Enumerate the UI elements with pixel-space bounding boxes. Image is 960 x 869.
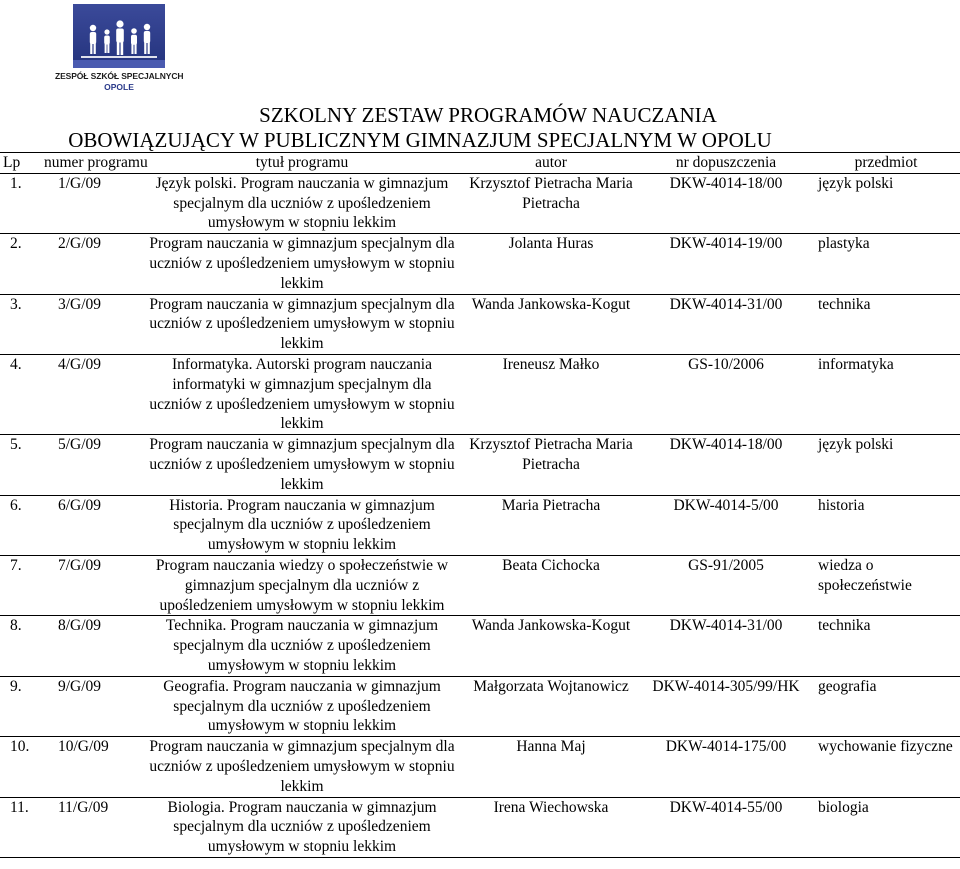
- table-row: [0, 173, 960, 233]
- table-row: [0, 676, 960, 736]
- table-row: [0, 294, 960, 354]
- school-logo: [55, 2, 183, 94]
- row-tytul: Biologia. Program nauczania w gimnazjum specjalnym dla uczniów z upośledzeniem umysłowym w stopniu lekkim: [167, 798, 437, 856]
- table-row: [0, 495, 960, 555]
- row-przedmiot: technika: [818, 295, 871, 313]
- header-przedmiot: przedmiot: [812, 153, 960, 174]
- row-lp: 1.: [10, 174, 22, 192]
- header-autor: autor: [462, 153, 640, 174]
- row-autor: Krzysztof Pietracha Maria Pietracha: [469, 436, 633, 473]
- row-dopuszczenie: GS-91/2005: [688, 556, 764, 574]
- programs-table: [0, 152, 960, 858]
- logo-school-name: ZESPÓŁ SZKÓŁ SPECJALNYCH: [55, 71, 184, 81]
- table-row: [0, 354, 960, 434]
- family-logo-icon: [73, 4, 165, 68]
- row-tytul: Program nauczania wiedzy o społeczeństwie w gimnazjum specjalnym dla uczniów z upośledzeniem umysłowym w stopniu lekkim: [155, 556, 449, 614]
- row-tytul: Język polski. Program nauczania w gimnazjum specjalnym dla uczniów z upośledzeniem umysłowym w stopniu lekkim: [155, 174, 449, 232]
- row-autor: Wanda Jankowska-Kogut: [471, 617, 631, 635]
- header-dopuszczenie: nr dopuszczenia: [640, 153, 812, 174]
- row-przedmiot: biologia: [818, 798, 869, 816]
- table-row: [0, 234, 960, 294]
- row-przedmiot: plastyka: [818, 235, 870, 253]
- row-lp: 7.: [10, 556, 22, 574]
- table-body: [0, 173, 960, 857]
- row-autor: Ireneusz Małko: [502, 355, 600, 373]
- row-autor: Jolanta Huras: [508, 235, 594, 253]
- row-lp: 11.: [10, 798, 29, 816]
- row-tytul: Geografia. Program nauczania w gimnazjum specjalnym dla uczniów z upośledzeniem umysłowym w stopniu lekkim: [163, 677, 441, 735]
- row-numer: 3/G/09: [58, 295, 102, 313]
- header-numer: numer programu: [44, 153, 142, 174]
- row-lp: 3.: [10, 295, 22, 313]
- row-tytul: Program nauczania w gimnazjum specjalnym dla uczniów z upośledzeniem umysłowym w stopniu lekkim: [149, 738, 455, 795]
- row-tytul: Program nauczania w gimnazjum specjalnym dla uczniów z upośledzeniem umysłowym w stopniu lekkim: [149, 436, 455, 493]
- row-lp: 10.: [10, 738, 30, 756]
- row-przedmiot: technika: [818, 617, 871, 635]
- row-tytul: Program nauczania w gimnazjum specjalnym dla uczniów z upośledzeniem umysłowym w stopniu lekkim: [149, 235, 455, 292]
- row-lp: 5.: [10, 436, 22, 454]
- row-dopuszczenie: DKW-4014-305/99/HK: [652, 677, 800, 695]
- row-dopuszczenie: DKW-4014-19/00: [669, 235, 783, 253]
- table-row: [0, 737, 960, 797]
- row-autor: Irena Wiechowska: [493, 798, 609, 816]
- row-przedmiot: język polski: [818, 174, 894, 192]
- logo-city: OPOLE: [104, 82, 134, 92]
- row-numer: 1/G/09: [58, 174, 102, 192]
- header-tytul: tytuł programu: [142, 153, 462, 174]
- row-lp: 4.: [10, 355, 22, 373]
- row-przedmiot: historia: [818, 496, 865, 514]
- row-numer: 8/G/09: [58, 617, 102, 635]
- row-numer: 7/G/09: [58, 556, 102, 574]
- row-przedmiot: wiedza o społeczeństwie: [818, 556, 912, 594]
- row-lp: 6.: [10, 496, 22, 514]
- row-autor: Maria Pietracha: [501, 496, 601, 514]
- table-row: [0, 435, 960, 495]
- row-dopuszczenie: GS-10/2006: [688, 355, 764, 373]
- row-autor: Wanda Jankowska-Kogut: [471, 295, 631, 313]
- document-subtitle: OBOWIĄZUJĄCY W PUBLICZNYM GIMNAZJUM SPECJALNYM W OPOLU: [68, 128, 772, 152]
- row-dopuszczenie: DKW-4014-31/00: [669, 617, 783, 635]
- row-lp: 9.: [10, 677, 22, 695]
- row-numer: 9/G/09: [58, 677, 102, 695]
- table-row: [0, 797, 960, 857]
- row-tytul: Program nauczania w gimnazjum specjalnym dla uczniów z upośledzeniem umysłowym w stopniu lekkim: [149, 295, 455, 353]
- row-lp: 2.: [10, 235, 22, 253]
- table-header-row: [0, 153, 960, 174]
- document-title: SZKOLNY ZESTAW PROGRAMÓW NAUCZANIA: [259, 103, 717, 127]
- row-autor: Hanna Maj: [516, 738, 586, 756]
- row-numer: 11/G/09: [58, 798, 109, 816]
- row-dopuszczenie: DKW-4014-18/00: [669, 174, 783, 192]
- row-dopuszczenie: DKW-4014-31/00: [669, 295, 783, 313]
- row-dopuszczenie: DKW-4014-5/00: [673, 496, 779, 514]
- row-numer: 6/G/09: [58, 496, 102, 514]
- row-numer: 4/G/09: [58, 355, 102, 373]
- row-numer: 10/G/09: [58, 738, 109, 756]
- table-row: [0, 616, 960, 676]
- row-przedmiot: geografia: [818, 677, 877, 695]
- row-autor: Małgorzata Wojtanowicz: [473, 677, 629, 695]
- row-tytul: Informatyka. Autorski program nauczania informatyki w gimnazjum specjalnym dla uczniów z upośledzeniem umysłowym w stopniu lekkim: [149, 355, 455, 433]
- row-przedmiot: informatyka: [818, 355, 894, 373]
- row-dopuszczenie: DKW-4014-175/00: [665, 738, 787, 756]
- row-przedmiot: język polski: [818, 436, 894, 454]
- row-tytul: Historia. Program nauczania w gimnazjum specjalnym dla uczniów z upośledzeniem umysłowym w stopniu lekkim: [169, 496, 435, 554]
- row-dopuszczenie: DKW-4014-55/00: [669, 798, 783, 816]
- row-numer: 5/G/09: [58, 436, 102, 454]
- row-numer: 2/G/09: [58, 235, 102, 253]
- row-autor: Beata Cichocka: [502, 556, 600, 574]
- row-tytul: Technika. Program nauczania w gimnazjum specjalnym dla uczniów z upośledzeniem umysłowym w stopniu lekkim: [165, 617, 439, 674]
- row-lp: 8.: [10, 617, 22, 635]
- row-autor: Krzysztof Pietracha Maria Pietracha: [469, 174, 633, 212]
- row-dopuszczenie: DKW-4014-18/00: [669, 436, 783, 454]
- row-przedmiot: wychowanie fizyczne: [818, 738, 953, 756]
- header-lp: Lp: [0, 153, 44, 174]
- table-row: [0, 555, 960, 615]
